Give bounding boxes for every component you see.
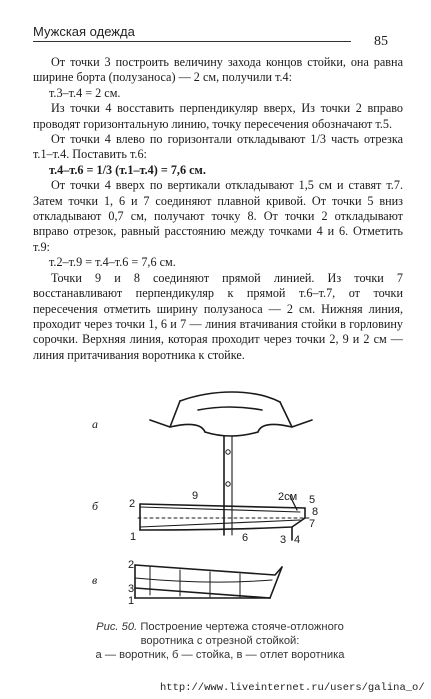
fig-label-b: б [92,499,99,513]
page-number: 85 [374,34,388,49]
caption-line-2: воротника с отрезной стойкой: [140,635,300,647]
point-5: 5 [309,494,316,506]
fall-point-2: 2 [128,559,135,571]
caption-text: Построение чертежа стояче-отложного [140,621,344,633]
formula: т.3–т.4 = 2 см. [49,85,121,100]
fig-label-v: в [92,573,98,587]
paragraph: От точки 4 влево по горизонтали откладывают 1/3 часть отрезка т.1–т.4. Поставить т.6: [33,132,403,162]
point-2: 2 [129,498,136,510]
fall-point-1: 1 [128,595,135,607]
caption-number: Рис. 50. [96,621,138,633]
point-6: 6 [242,532,249,544]
section-title: Мужская одежда [33,24,135,39]
caption-line-1 [70,620,370,634]
caption-line-3: а — воротник, б — стойка, в — отлет воротника [95,649,345,661]
point-3: 3 [280,534,287,546]
point-2cm: 2см [278,491,298,503]
point-8: 8 [312,506,319,518]
formula: т.4–т.6 = 1/3 (т.1–т.4) = 7,6 см. [49,162,206,177]
point-1: 1 [130,531,137,543]
paragraph: Точки 9 и 8 соединяют прямой линией. Из точки 7 восстанавливают перпендикуляр к прямой т.6–т.7, от точки пересечения отметить ширину полузаноса — 2 см. Нижняя линия, проходит через точки 1, 6 и 7 — линия втачивания стойки в горловину сорочки. Верхняя линия, которая проходит через точки 2, 9 и 2 см — линия притачивания воротника к стойке. [33,270,403,362]
point-7: 7 [309,518,316,530]
fig-label-a: а [92,417,98,431]
source-watermark: http://www.liveinternet.ru/users/galina_o/ [160,682,425,694]
formula: т.2–т.9 = т.4–т.6 = 7,6 см. [49,255,176,270]
paragraph: Из точки 4 восставить перпендикуляр вверх, Из точки 2 вправо проводят горизонтальную линию, точку пересечения обозначают т.5. [33,101,403,131]
collar-drawing [150,392,312,535]
point-9: 9 [192,490,199,502]
paragraph: От точки 3 построить величину захода концов стойки, она равна ширине борта (полузаноса) — 2 см, получили т.4: [33,55,403,85]
collar-fall-drawing [135,565,282,598]
paragraph: От точки 4 вверх по вертикали откладывают 1,5 см и ставят т.7. Затем точки 1, 6 и 7 соединяют плавной кривой. От точки 5 вниз откладывают 0,7 см, получают точку 8. От точки 2 откладывают вправо отрезок, равный расстоянию между точками 4 и 6. Отметить т.9: [33,178,403,254]
fall-point-3: 3 [128,583,135,595]
point-4: 4 [294,534,301,546]
figure-caption [70,620,370,662]
